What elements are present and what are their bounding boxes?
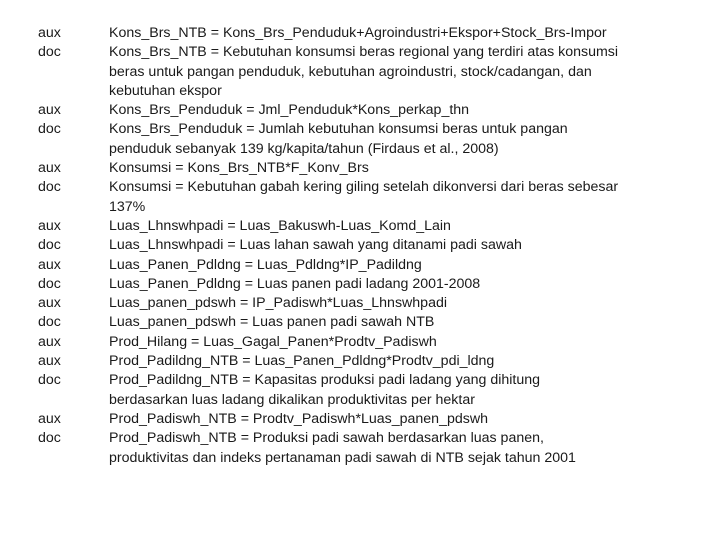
equation-document — [0, 24, 720, 468]
equation-line: Konsumsi = Kons_Brs_NTB*F_Konv_Brs — [109, 160, 369, 177]
variable-type-label: aux — [38, 102, 61, 119]
documentation-text — [109, 236, 709, 255]
documentation-text — [109, 313, 709, 332]
variable-type-label: doc — [38, 179, 61, 196]
documentation-line: penduduk sebanyak 139 kg/kapita/tahun (Firdaus et al., 2008) — [109, 140, 499, 157]
documentation-text — [109, 120, 709, 159]
variable-type-label: doc — [38, 430, 61, 447]
documentation-row — [0, 43, 720, 101]
equation-row — [0, 24, 720, 43]
documentation-row — [0, 275, 720, 294]
documentation-line: Luas_Panen_Pdldng = Luas panen padi ladang 2001-2008 — [109, 275, 481, 292]
equation-text — [109, 159, 709, 178]
variable-type-label: aux — [38, 333, 61, 350]
equation-row — [0, 352, 720, 371]
documentation-line: Kons_Brs_Penduduk = Jumlah kebutuhan konsumsi beras untuk pangan — [109, 121, 568, 138]
documentation-text — [109, 178, 709, 217]
variable-type-label: aux — [38, 353, 61, 370]
variable-type-label: doc — [38, 121, 61, 138]
documentation-text — [109, 275, 709, 294]
variable-type-label: aux — [38, 295, 61, 312]
documentation-row — [0, 236, 720, 255]
equation-row — [0, 159, 720, 178]
variable-type-label: aux — [38, 410, 61, 427]
equation-row — [0, 101, 720, 120]
documentation-line: Kons_Brs_NTB = Kebutuhan konsumsi beras regional yang terdiri atas konsumsi — [109, 44, 619, 61]
variable-type-label: aux — [38, 25, 61, 41]
equation-line: Luas_Lhnswhpadi = Luas_Bakuswh-Luas_Komd_Lain — [109, 217, 451, 234]
documentation-line: beras untuk pangan penduduk, kebutuhan agroindustri, stock/cadangan, dan — [109, 63, 592, 80]
documentation-line: Luas_panen_pdswh = Luas panen padi sawah NTB — [109, 314, 435, 331]
equation-line: Luas_Panen_Pdldng = Luas_Pdldng*IP_Padildng — [109, 256, 422, 273]
equation-row — [0, 217, 720, 236]
variable-type-label: aux — [38, 256, 61, 273]
variable-type-label: doc — [38, 237, 61, 254]
variable-type-label: doc — [38, 44, 61, 61]
variable-type-label: aux — [38, 160, 61, 177]
documentation-line: kebutuhan ekspor — [109, 82, 222, 99]
variable-type-label: aux — [38, 217, 61, 234]
documentation-line: Prod_Padildng_NTB = Kapasitas produksi padi ladang yang dihitung — [109, 372, 541, 389]
equation-line: Kons_Brs_NTB = Kons_Brs_Penduduk+Agroindustri+Ekspor+Stock_Brs-Impor — [109, 25, 607, 41]
documentation-text — [109, 43, 709, 101]
equation-row — [0, 294, 720, 313]
equation-row — [0, 333, 720, 352]
documentation-line: produktivitas dan indeks pertanaman padi sawah di NTB sejak tahun 2001 — [109, 449, 576, 466]
equation-text — [109, 410, 709, 429]
equation-text — [109, 333, 709, 352]
equation-text — [109, 101, 709, 120]
documentation-text — [109, 429, 709, 468]
documentation-text — [109, 371, 709, 410]
equation-text — [109, 24, 709, 43]
documentation-line: berdasarkan luas ladang dikalikan produktivitas per hektar — [109, 391, 475, 408]
equation-row — [0, 256, 720, 275]
documentation-line: 137% — [109, 198, 146, 215]
equation-line: Kons_Brs_Penduduk = Jml_Penduduk*Kons_perkap_thn — [109, 102, 470, 119]
variable-type-label: doc — [38, 275, 61, 292]
equation-text — [109, 217, 709, 236]
documentation-row — [0, 178, 720, 217]
documentation-row — [0, 371, 720, 410]
documentation-line: Prod_Padiswh_NTB = Produksi padi sawah berdasarkan luas panen, — [109, 430, 544, 447]
documentation-row — [0, 120, 720, 159]
variable-type-label: doc — [38, 372, 61, 389]
equation-text — [109, 294, 709, 313]
documentation-line: Konsumsi = Kebutuhan gabah kering giling setelah dikonversi dari beras sebesar — [109, 179, 619, 196]
equation-line: Luas_panen_pdswh = IP_Padiswh*Luas_Lhnswhpadi — [109, 295, 447, 312]
equation-line: Prod_Padiswh_NTB = Prodtv_Padiswh*Luas_panen_pdswh — [109, 410, 488, 427]
equation-line: Prod_Padildng_NTB = Luas_Panen_Pdldng*Prodtv_pdi_ldng — [109, 353, 495, 370]
documentation-line: Luas_Lhnswhpadi = Luas lahan sawah yang ditanami padi sawah — [109, 237, 522, 254]
documentation-row — [0, 313, 720, 332]
documentation-row — [0, 429, 720, 468]
equation-row — [0, 410, 720, 429]
equation-line: Prod_Hilang = Luas_Gagal_Panen*Prodtv_Padiswh — [109, 333, 437, 350]
equation-text — [109, 352, 709, 371]
equation-text — [109, 256, 709, 275]
variable-type-label: doc — [38, 314, 61, 331]
